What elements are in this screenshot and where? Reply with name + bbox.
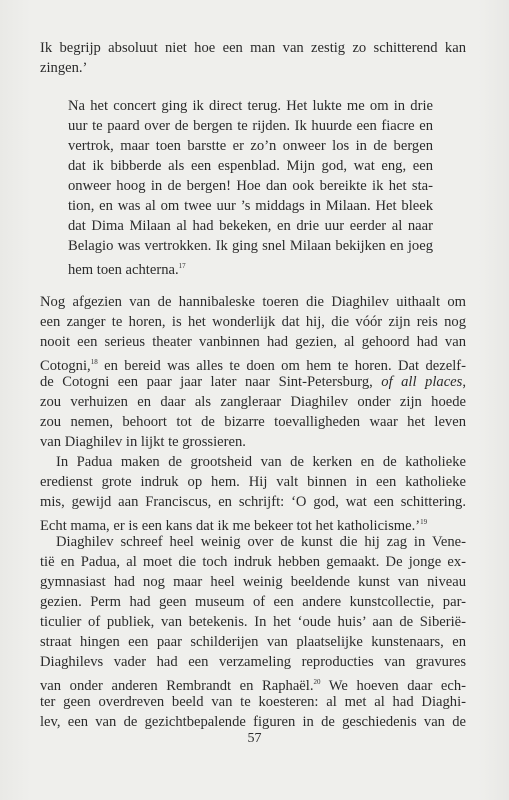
text-line: zou nemen, behoort tot de bizarre toevalligheden waar het leven bbox=[40, 414, 466, 430]
text-line bbox=[40, 372, 466, 392]
footnote-ref: 17 bbox=[178, 262, 186, 270]
quote-line: vertrok, maar toen barstte er zo’n onweer los in de bergen bbox=[68, 138, 433, 154]
quote-last-text: hem toen achterna. bbox=[68, 262, 179, 278]
text-fragment: , bbox=[462, 374, 466, 390]
text-fragment: de Cotogni een paar jaar later naar Sint-Petersburg, bbox=[40, 374, 382, 390]
text-line: straat hingen een paar schilderijen van plaatselijke kunstenaars, en bbox=[40, 634, 466, 650]
text-line bbox=[40, 672, 466, 692]
text-line: mis, gewijd aan Franciscus, en schrijft: ‘O god, wat een schittering. bbox=[40, 494, 466, 510]
text-line: zou verhuizen en daar als zangleraar Diaghilev onder zijn hoede bbox=[40, 394, 466, 410]
text-line: eredienst grote indruk op hem. Hij valt binnen in een katholieke bbox=[40, 474, 466, 490]
quote-line: dat Dima Milaan al had bekeken, en drie uur eerder al naar bbox=[68, 218, 433, 234]
italic-phrase: of all places bbox=[381, 374, 463, 390]
text-fragment: van onder anderen Rembrandt en Raphaël. bbox=[40, 678, 314, 694]
text-line: lev, een van de gezichtbepalende figuren in de geschiedenis van de bbox=[40, 714, 466, 730]
quote-line: Belagio was vertrokken. Ik ging snel Milaan bekijken en joeg bbox=[68, 238, 433, 254]
text-line: Diaghilev schreef heel weinig over de kunst die hij zag in Vene- bbox=[56, 534, 466, 550]
text-fragment: Cotogni, bbox=[40, 358, 91, 374]
quote-line bbox=[68, 256, 186, 276]
text-line: van Diaghilev in lijkt te grossieren. bbox=[40, 434, 246, 450]
page-number: 57 bbox=[247, 731, 262, 746]
text-line: ter geen overdreven beeld van te koesteren: al met al had Diaghi- bbox=[40, 694, 466, 710]
text-line: een zanger te horen, is het wonderlijk dat hij, die vóór zijn reis nog bbox=[40, 314, 466, 330]
footnote-ref: 20 bbox=[313, 678, 321, 686]
quote-line: uur te paard over de bergen te rijden. Ik huurde een fiacre en bbox=[68, 118, 433, 134]
text-fragment: Echt mama, er is een kans dat ik me bekeer tot het katholicisme.’ bbox=[40, 518, 421, 534]
text-line: gymnasiast had nog maar heel weinig beeldende kunst van niveau bbox=[40, 574, 466, 590]
text-line: zingen.’ bbox=[40, 60, 88, 76]
text-line: ticulier of publiek, van betekenis. In het ‘oude huis’ aan de Siberië- bbox=[40, 614, 466, 630]
text-line: gezien. Perm had geen museum of een andere kunstcollectie, par- bbox=[40, 594, 466, 610]
quote-line: Na het concert ging ik direct terug. Het lukte me om in drie bbox=[68, 98, 433, 114]
text-line: Ik begrijp absoluut niet hoe een man van zestig zo schitterend kan bbox=[40, 40, 466, 56]
text-line: tië en Padua, al moet die toch indruk hebben gemaakt. De jonge ex- bbox=[40, 554, 466, 570]
text-line: nooit een serieus theater vanbinnen had gezien, al gehoord had van bbox=[40, 334, 466, 350]
text-line bbox=[40, 352, 466, 372]
quote-line: tion, en was al om twee uur ’s middags in Milaan. Het bleek bbox=[68, 198, 433, 214]
text-fragment: en bereid was alles te doen om hem te horen. Dat dezelf- bbox=[97, 358, 466, 374]
quote-line: dat ik bibberde als een espenblad. Mijn god, wat eng, een bbox=[68, 158, 433, 174]
footnote-ref: 19 bbox=[420, 518, 428, 526]
text-line: Diaghilevs vader had een verzameling reproducties van gravures bbox=[40, 654, 466, 670]
text-line bbox=[40, 512, 427, 532]
text-line: In Padua maken de grootsheid van de kerken en de katholieke bbox=[56, 454, 466, 470]
quote-line: onweer hoog in de bergen! Hoe dan ook bereikte ik het sta- bbox=[68, 178, 433, 194]
footnote-ref: 18 bbox=[90, 358, 98, 366]
text-line: Nog afgezien van de hannibaleske toeren die Diaghilev uithaalt om bbox=[40, 294, 466, 310]
text-fragment: We hoeven daar ech- bbox=[320, 678, 466, 694]
